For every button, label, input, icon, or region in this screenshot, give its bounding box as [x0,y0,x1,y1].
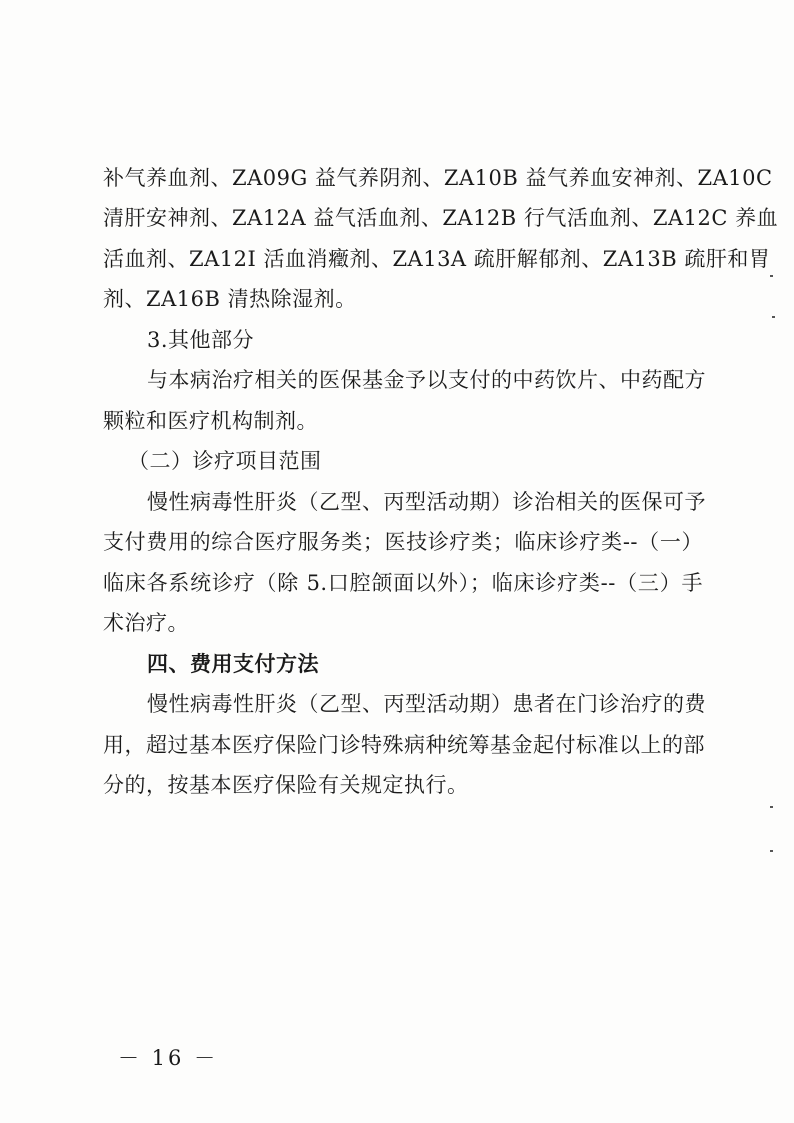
body-line: 清肝安神剂、ZA12A 益气活血剂、ZA12B 行气活血剂、ZA12C 养血 [103,206,779,230]
body-line: 分的，按基本医疗保险有关规定执行。 [103,773,469,797]
section-heading: 3.其他部分 [147,328,255,352]
section-heading: （二）诊疗项目范围 [128,449,322,473]
scan-speck [770,850,773,852]
paragraph-first-line: 与本病治疗相关的医保基金予以支付的中药饮片、中药配方 [147,368,706,392]
chapter-heading: 四、费用支付方法 [147,652,319,676]
paragraph-first-line: 慢性病毒性肝炎（乙型、丙型活动期）诊治相关的医保可予 [147,490,706,514]
body-line: 补气养血剂、ZA09G 益气养阴剂、ZA10B 益气养血安神剂、ZA10C [103,166,773,190]
scan-speck [770,275,773,277]
paragraph-first-line: 慢性病毒性肝炎（乙型、丙型活动期）患者在门诊治疗的费 [147,692,706,716]
body-line: 剂、ZA16B 清热除湿剂。 [103,287,357,311]
body-line: 临床各系统诊疗（除 5.口腔颌面以外）；临床诊疗类--（三）手 [103,571,703,595]
page-number: － 16 － [118,1046,219,1070]
body-line: 活血剂、ZA12I 活血消癥剂、ZA13A 疏肝解郁剂、ZA13B 疏肝和胃 [103,247,771,271]
scan-speck [770,806,773,808]
scan-speck [772,316,775,318]
body-line: 用，超过基本医疗保险门诊特殊病种统筹基金起付标准以上的部 [103,733,705,757]
body-line: 颗粒和医疗机构制剂。 [103,409,318,433]
body-line: 支付费用的综合医疗服务类；医技诊疗类；临床诊疗类--（一） [103,530,703,554]
body-line: 术治疗。 [103,611,189,635]
